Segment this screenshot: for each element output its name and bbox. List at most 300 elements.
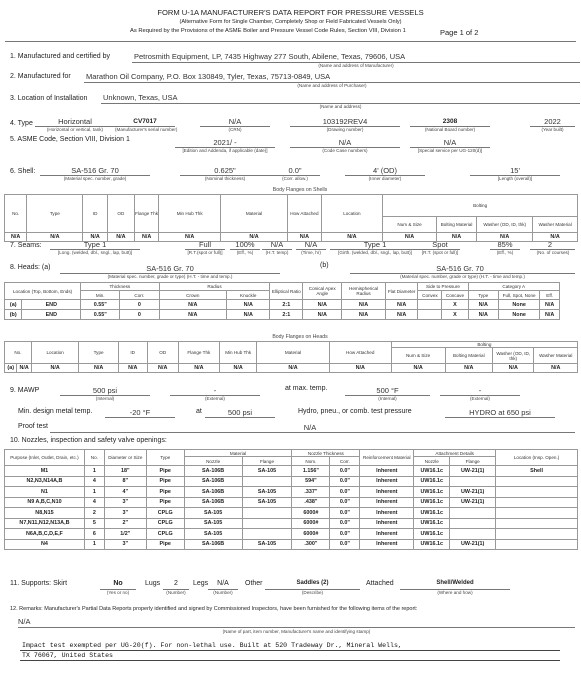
long-rt-caption: [R.T.(spot or full)]	[187, 250, 223, 255]
cell: 594"	[292, 476, 330, 487]
location-caption: (Name and address)	[319, 104, 362, 109]
cell: 6	[84, 529, 104, 540]
cell: 0.0"	[330, 466, 360, 477]
cell	[418, 310, 442, 320]
cell: N/A	[383, 233, 437, 242]
col-nozzle-thickness: Nozzle Thickness	[292, 450, 360, 457]
cell	[450, 476, 496, 487]
col-head-location: Location (Top, Bottom, Ends)	[5, 283, 81, 300]
skirt-caption: (Yes or no)	[106, 590, 130, 595]
col-id: ID	[83, 195, 108, 233]
cell: Pipe	[146, 487, 184, 498]
mdmt-at-label: at	[196, 408, 202, 415]
cell: N/A	[147, 364, 178, 373]
col-full-spot: Full, Spot, None	[498, 291, 539, 300]
time-caption: (Time, hr)	[301, 250, 321, 255]
shell-flanges-title: Body Flanges on Shells	[272, 187, 328, 193]
col-hemispherical: Hemispherical Radius	[342, 283, 386, 300]
remarks-label: 12. Remarks: Manufacturer's Partial Data Reports properly identified and signed by Commissioned Inspectors, have been furnished for the following items of the report:	[10, 606, 418, 612]
cell: 1/2"	[104, 529, 146, 540]
col-num-size: Num & Size	[391, 348, 445, 364]
cell: Inherent	[360, 508, 414, 519]
col-bolting-material: Bolting Material	[445, 348, 493, 364]
col-washer-material: Washer Material	[534, 348, 578, 364]
cell: SA-106B	[184, 497, 242, 508]
cell: SA-105	[184, 518, 242, 529]
cell: N/A	[31, 364, 79, 373]
special-service-caption: [Special service per UG-120(d)]	[417, 148, 483, 153]
cell: UW-21(1)	[450, 487, 496, 498]
year-value: 2022	[544, 117, 561, 126]
cell: N/A	[385, 300, 418, 310]
cell: 0.55"	[81, 300, 120, 310]
col-mat-flange: Flange	[242, 457, 292, 466]
col-washer: Washer (OD, ID, thk)	[477, 217, 533, 233]
proof-test-value: N/A	[303, 423, 317, 432]
col-att-flange: Flange	[450, 457, 496, 466]
lugs-value: 2	[174, 580, 178, 587]
purchaser-caption: (Name and address of Purchaser)	[297, 83, 367, 88]
cell	[496, 508, 578, 519]
table-row	[5, 300, 560, 310]
cell	[242, 518, 292, 529]
cell: 5	[84, 518, 104, 529]
cell: N/A	[257, 364, 329, 373]
long-eff-caption: (Eff., %)	[236, 250, 254, 255]
shell-material-value: SA-516 Gr. 70	[71, 166, 119, 175]
cell: N/A	[27, 233, 83, 242]
cell: 0.0"	[330, 508, 360, 519]
cell: SA-106B	[184, 487, 242, 498]
courses-caption: (No. of courses)	[536, 250, 570, 255]
cell: N9 A,B,C,N10	[5, 497, 85, 508]
cell	[496, 539, 578, 550]
cell: Pipe	[146, 539, 184, 550]
temp-internal-value: 500 °F	[376, 386, 399, 395]
col-side-to-pressure: Side to Pressure	[418, 283, 468, 291]
cell: UW16.1c	[414, 476, 450, 487]
shell-length-value: 15'	[510, 166, 520, 175]
col-type: Type	[27, 195, 83, 233]
other-label: Other	[245, 580, 263, 587]
shell-diameter-caption: (Inner diameter)	[368, 176, 402, 181]
cell: 0.0"	[330, 497, 360, 508]
cell: N/A	[329, 364, 391, 373]
page-number: Page 1 of 2	[440, 28, 479, 37]
cell: UW-21(1)	[450, 466, 496, 477]
location-value: Unknown, Texas, USA	[103, 93, 178, 102]
col-convex: Convex	[418, 291, 442, 300]
cell: Inherent	[360, 466, 414, 477]
courses-value: 2	[547, 240, 553, 249]
col-no: No.	[84, 450, 104, 466]
cell: 0.0"	[330, 539, 360, 550]
long-rt-value: Full	[198, 240, 212, 249]
edition-caption: [Edition and Addenda, if applicable (date)]	[182, 148, 268, 153]
col-concave: Concave	[442, 291, 468, 300]
cell: .300"	[292, 539, 330, 550]
col-no: No.	[5, 342, 32, 364]
time-value: N/A	[304, 240, 318, 249]
cell: N/A	[134, 233, 159, 242]
cell: N/A	[107, 233, 134, 242]
cell: N/A	[303, 300, 342, 310]
cell: Inherent	[360, 518, 414, 529]
cell: Inherent	[360, 476, 414, 487]
cell	[450, 508, 496, 519]
cell: N/A	[159, 233, 221, 242]
cell: CPLG	[146, 529, 184, 540]
mawp-internal-value: 500 psi	[92, 386, 118, 395]
col-reinforcement: Reinforcement Material	[360, 450, 414, 466]
cell: 4"	[104, 487, 146, 498]
cell: 0.0"	[330, 476, 360, 487]
cell: None	[498, 310, 539, 320]
col-flange-thk: Flange Thk	[134, 195, 159, 233]
edition-value: 2021/ -	[213, 138, 237, 147]
cell: Inherent	[360, 539, 414, 550]
nozzle-row	[5, 539, 578, 550]
cell: UW-21(1)	[450, 497, 496, 508]
crn-caption: (CRN)	[228, 127, 242, 132]
cell: 18"	[104, 466, 146, 477]
mawp-label: 9. MAWP	[10, 387, 40, 394]
cell: N8,N15	[5, 508, 85, 519]
long-seam-caption: [Long. (welded, dbl., sngl., lap, butt)]	[57, 250, 133, 255]
cell: UW16.1c	[414, 487, 450, 498]
cell	[418, 300, 442, 310]
cell: UW16.1c	[414, 518, 450, 529]
nozzles-title: 10. Nozzles, inspection and safety valve openings:	[10, 437, 167, 444]
heads-label: 8. Heads: (a)	[10, 264, 51, 271]
cell	[242, 529, 292, 540]
col-cat-type: Type	[468, 291, 498, 300]
cell: N/A	[118, 364, 147, 373]
cell: CPLG	[146, 508, 184, 519]
nozzle-row	[5, 497, 578, 508]
test-pressure-value: HYDRO at 650 psi	[469, 408, 531, 417]
manufacturer-value: Petrosmith Equipment, LP, 7435 Highway 277 South, Abilene, Texas, 79606, USA	[134, 52, 406, 61]
ht-temp-caption: (H.T. temp)	[265, 250, 289, 255]
cell: N/A	[436, 233, 476, 242]
cell: UW16.1c	[414, 539, 450, 550]
mdmt-value: -20 °F	[129, 408, 151, 417]
cell: N/A	[303, 310, 342, 320]
shell-corrosion-value: 0.0"	[288, 166, 302, 175]
remarks-line-1: Impact test exempted per UG-20(f). For non-lethal use. Built at 520 Tradeway Dr., Mineral Wells,	[22, 642, 402, 649]
cell: Inherent	[360, 497, 414, 508]
year-caption: (Year built)	[541, 127, 564, 132]
cell: N/A	[468, 300, 498, 310]
cell: UW16.1c	[414, 466, 450, 477]
head-b-caption: (Material spec. number, grade or type) (H.T. - time and temp.)	[400, 274, 525, 279]
nozzle-row	[5, 518, 578, 529]
cell	[496, 518, 578, 529]
cell: N/A	[445, 364, 493, 373]
cell: 4	[84, 497, 104, 508]
remarks-partial-caption: (Name of part, item number, Manufacturer's name and identifying stamp)	[222, 629, 371, 634]
cell: 1	[84, 466, 104, 477]
cell: N1	[5, 487, 85, 498]
remarks-partial-value: N/A	[18, 617, 31, 626]
legs-caption: (Number)	[213, 590, 233, 595]
cell: 0	[120, 300, 159, 310]
cell: X	[442, 300, 468, 310]
cell: 1	[84, 487, 104, 498]
col-material: Material	[220, 195, 287, 233]
cell: N/A	[159, 300, 226, 310]
cell: 2	[84, 508, 104, 519]
nozzle-row	[5, 529, 578, 540]
remarks-line-2: TX 76067, United States	[22, 652, 114, 659]
col-category-a: Category A	[468, 283, 560, 291]
col-min: Min.	[81, 291, 120, 300]
location-label: 3. Location of Installation	[10, 95, 88, 102]
serial-caption: (Manufacturer's serial number)	[115, 127, 178, 132]
cell: SA-106B	[184, 539, 242, 550]
head-a-material: SA-516 Gr. 70	[146, 264, 194, 273]
purchaser-value: Marathon Oil Company, P.O. Box 130849, Tyler, Texas, 75713-0849, USA	[86, 72, 331, 81]
cell: N/A	[17, 364, 31, 373]
cell: 3"	[104, 508, 146, 519]
head-b-material: SA-516 Gr. 70	[436, 264, 484, 273]
head-flanges-table	[4, 341, 578, 373]
cell: N/A	[83, 233, 108, 242]
cell: N4	[5, 539, 85, 550]
nozzle-rows	[5, 466, 578, 550]
legs-value: N/A	[217, 580, 229, 587]
cell	[450, 529, 496, 540]
col-material: Material	[257, 342, 329, 364]
col-location: Location (Insp. Open.)	[496, 450, 578, 466]
cell: N/A	[220, 233, 287, 242]
cell: N/A	[533, 233, 578, 242]
asme-code-label: 5. ASME Code, Section VIII, Division 1	[10, 136, 130, 143]
cell: 8"	[104, 476, 146, 487]
col-crown: Crown	[159, 291, 226, 300]
cell: N2,N3,N14A,B	[5, 476, 85, 487]
mdmt-pressure-value: 500 psi	[227, 408, 253, 417]
serial-value: CV7017	[133, 118, 157, 125]
col-att-nozzle: Nozzle	[414, 457, 450, 466]
cell: Pipe	[146, 497, 184, 508]
nozzle-row	[5, 508, 578, 519]
code-case-value: N/A	[338, 138, 352, 147]
cell: N7,N11,N12,N13A,B	[5, 518, 85, 529]
nozzle-row	[5, 476, 578, 487]
lugs-label: Lugs	[145, 580, 161, 587]
nozzle-row	[5, 466, 578, 477]
mawp-internal-caption: (Internal)	[95, 396, 115, 401]
col-radius: Radius	[159, 283, 270, 291]
shell-corrosion-caption: (Corr. allow.)	[282, 176, 308, 181]
cell: CPLG	[146, 518, 184, 529]
temp-external-caption: (External)	[470, 396, 490, 401]
cell: 3"	[104, 497, 146, 508]
cell: N/A	[493, 364, 534, 373]
cell: SA-105	[242, 466, 292, 477]
cell: 0.0"	[330, 518, 360, 529]
seams-label: 7. Seams:	[10, 242, 42, 249]
cell: 6000#	[292, 508, 330, 519]
cell: SA-105	[184, 529, 242, 540]
col-how-attached: How Attached	[288, 195, 322, 233]
cell: .337"	[292, 487, 330, 498]
shell-thickness-caption: (Nominal thickness)	[204, 176, 246, 181]
other-value: Saddles (2)	[296, 580, 329, 586]
head-flanges-title: Body Flanges on Heads	[272, 334, 328, 340]
cell: 2"	[104, 518, 146, 529]
cell: N/A	[79, 364, 118, 373]
col-type: Type	[79, 342, 118, 364]
col-min-hub: Min Hub Thk	[220, 342, 257, 364]
col-diameter: Diameter or Size	[104, 450, 146, 466]
cell: UW16.1c	[414, 508, 450, 519]
col-knuckle: Knuckle	[226, 291, 270, 300]
cell: 0	[120, 310, 159, 320]
cell: UW16.1c	[414, 497, 450, 508]
shell-thickness-value: 0.625"	[214, 166, 236, 175]
col-mat-nozzle: Nozzle	[184, 457, 242, 466]
col-nom: Nom.	[292, 457, 330, 466]
cell: N/A	[534, 364, 578, 373]
cell: 2:1	[270, 300, 303, 310]
cell: N/A	[178, 364, 219, 373]
bolting-header: Bolting	[391, 342, 577, 348]
form-subtitle-2: As Required by the Provisions of the ASME Boiler and Pressure Vessel Code Rules, Section VIII, Division 1	[130, 28, 406, 34]
type-label: 4. Type	[10, 120, 33, 127]
cell: N/A	[540, 300, 560, 310]
legs-label: Legs	[193, 580, 209, 587]
head-a-caption: (Material spec. number, grade or type) (H.T. - time and temp.)	[107, 274, 233, 279]
cell	[496, 487, 578, 498]
cell: (a)	[5, 364, 17, 373]
test-pressure-label: Hydro, pneu., or comb. test pressure	[298, 408, 412, 415]
cell: 6000#	[292, 529, 330, 540]
girth-rt-value: Spot	[432, 240, 448, 249]
purchaser-label: 2. Manufactured for	[10, 73, 71, 80]
col-how-attached: How Attached	[329, 342, 391, 364]
manufacturer-label: 1. Manufactured and certified by	[10, 53, 111, 60]
col-material: Material	[184, 450, 292, 457]
cell: None	[498, 300, 539, 310]
cell: SA-105	[242, 487, 292, 498]
cell: 2:1	[270, 310, 303, 320]
cell: Pipe	[146, 476, 184, 487]
ht-temp-value: N/A	[270, 240, 284, 249]
cell: M1	[5, 466, 85, 477]
attached-caption: (Where and how)	[437, 590, 473, 595]
cell: N/A	[391, 364, 445, 373]
cell: N/A	[226, 300, 270, 310]
col-thickness: Thickness	[81, 283, 159, 291]
drawing-value: 103192REV4	[322, 117, 368, 126]
form-title: FORM U-1A MANUFACTURER'S DATA REPORT FOR PRESSURE VESSELS	[157, 8, 424, 17]
cell: Shell	[496, 466, 578, 477]
col-bolting-material: Bolting Material	[436, 217, 476, 233]
manufacturer-caption: (Name and address of Manufacturer)	[318, 63, 394, 68]
col-elliptical: Elliptical Ratio	[270, 283, 303, 300]
col-purpose: Purpose (Inlet, Outlet, Drain, etc.)	[5, 450, 85, 466]
cell	[496, 529, 578, 540]
nozzles-table	[4, 449, 578, 550]
cell	[496, 476, 578, 487]
type-value: Horizontal	[58, 117, 92, 126]
nozzle-row	[5, 487, 578, 498]
supports-label: 11. Supports: Skirt	[10, 580, 68, 587]
col-od: OD	[107, 195, 134, 233]
girth-seam-caption: [Girth. (welded, dbl., sngl., lap, butt)]	[338, 250, 412, 255]
skirt-value: No	[113, 580, 123, 587]
table-row	[5, 364, 578, 373]
cell: 1.156"	[292, 466, 330, 477]
col-conical: Conical Apex Angle	[303, 283, 342, 300]
girth-eff-caption: (Eff., %)	[496, 250, 514, 255]
long-seam-value: Type 1	[83, 240, 107, 249]
shell-label: 6. Shell:	[10, 168, 36, 175]
cell: N/A	[385, 310, 418, 320]
cell	[242, 508, 292, 519]
shell-length-caption: [Length (overall)]	[497, 176, 533, 181]
cell: N/A	[288, 233, 322, 242]
cell: N/A	[477, 233, 533, 242]
mdmt-label: Min. design metal temp.	[18, 408, 93, 415]
col-location: Location	[321, 195, 383, 233]
cell: UW-21(1)	[450, 539, 496, 550]
cell: Inherent	[360, 529, 414, 540]
cell: N/A	[342, 300, 386, 310]
cell: 6000#	[292, 518, 330, 529]
cell: 3"	[104, 539, 146, 550]
crn-value: N/A	[228, 117, 242, 126]
cell: N/A	[159, 310, 226, 320]
cell	[496, 497, 578, 508]
col-od: OD	[147, 342, 178, 364]
type-caption: (Horizontal or vertical, tank)	[46, 127, 104, 132]
cell: N/A	[5, 233, 27, 242]
col-location: Location	[31, 342, 79, 364]
cell	[242, 476, 292, 487]
form-subtitle-1: (Alternative Form for Single Chamber, Completely Shop or Field Fabricated Vessels Only)	[179, 19, 402, 25]
cell: .438"	[292, 497, 330, 508]
col-min-hub: Min Hub Thk	[159, 195, 221, 233]
cell: 0.0"	[330, 529, 360, 540]
cell: END	[22, 310, 81, 320]
cell: SA-105	[242, 539, 292, 550]
cell	[450, 518, 496, 529]
girth-seam-value: Type 1	[363, 240, 387, 249]
cell: 0.55"	[81, 310, 120, 320]
cell: UW16.1c	[414, 529, 450, 540]
col-id: ID	[118, 342, 147, 364]
col-washer-material: Washer Material	[533, 217, 578, 233]
col-corr: Corr.	[120, 291, 159, 300]
national-board-caption: (National Board number)	[424, 127, 476, 132]
code-case-caption: (Code Case numbers)	[322, 148, 368, 153]
cell: N/A	[540, 310, 560, 320]
at-max-temp-label: at max. temp.	[285, 385, 328, 392]
cell: N/A	[226, 310, 270, 320]
col-washer: Washer (OD, ID, thk)	[493, 348, 534, 364]
cell: N/A	[468, 310, 498, 320]
other-caption: (Describe)	[301, 590, 324, 595]
girth-eff-value: 85%	[497, 240, 513, 249]
col-flat-diameter: Flat Diameter	[385, 283, 418, 300]
girth-rt-caption: [R.T. (spot or full)]	[421, 250, 459, 255]
cell: N/A	[321, 233, 383, 242]
special-service-value: N/A	[443, 138, 457, 147]
temp-internal-caption: (Internal)	[378, 396, 397, 401]
